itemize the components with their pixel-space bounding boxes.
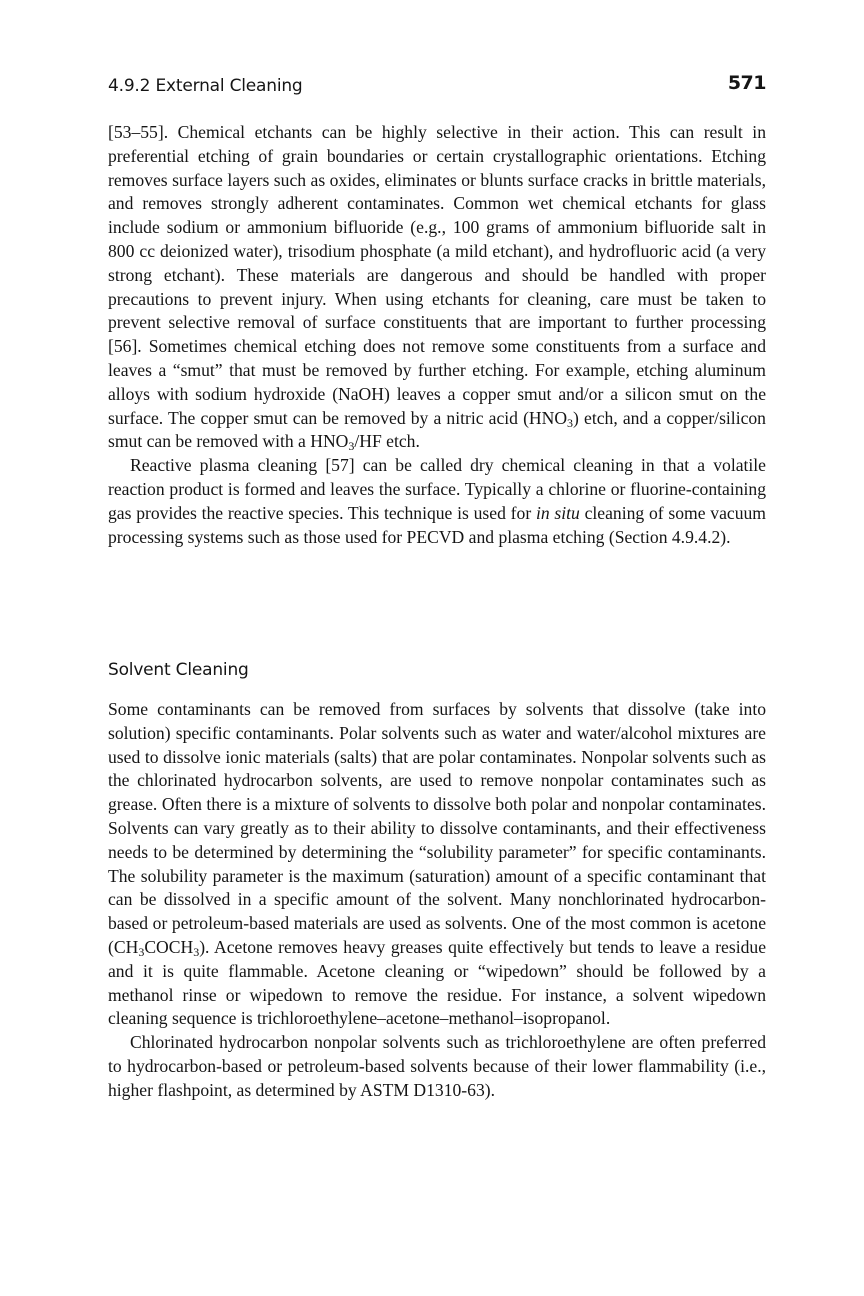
text-run: cleaning of some vacuum processing systems such as those used for PECVD and plasma etching (Section 4.9.4.2).	[108, 502, 766, 547]
text-run: Some contaminants can be removed from surfaces by solvents that dissolve (take into solution) specific contaminants. Polar solvents such as water and water/alcohol mixtures are used to dissolve ionic materials (salts) that are polar contaminates. Nonpolar solvents such as the chlorinated hydrocarbon solvents, are used to remove nonpolar contaminates such as grease. Often there is a mixture of solvents to dissolve both polar and nonpolar contaminates. Solvents can vary greatly as to their ability to dissolve contaminants, and their effectiveness needs to be determined by determining the “solubility parameter” for specific contaminants. The solubility parameter is the maximum (saturation) amount of a specific contaminant that can be dissolved in a specific amount of the solvent. Many nonchlorinated hydrocarbon-based or petroleum-based materials are used as solvents. One of the most common is acetone (CH	[108, 699, 766, 957]
text-run: COCH	[144, 936, 194, 957]
page-number: 571	[727, 72, 766, 94]
italic-term: in situ	[535, 502, 580, 523]
paragraph-chemical-etchants	[108, 121, 766, 454]
subscript: 3	[138, 944, 145, 959]
text-run: [53–55]. Chemical etchants can be highly selective in their action. This can result in preferential etching of grain boundaries or certain crystallographic orientations. Etching removes surface layers such as oxides, eliminates or blunts surface cracks in brittle materials, and removes strongly adherent contaminates. Common wet chemical etchants for glass include sodium or ammonium bifluoride (e.g., 100 grams of ammonium bifluoride salt in 800 cc deionized water), trisodium phosphate (a mild etchant), and hydrofluoric acid (a very strong etchant). These materials are dangerous and should be handled with proper precautions to prevent injury. When using etchants for cleaning, care must be taken to prevent selective removal of surface constituents that are important to further processing [56]. Sometimes chemical etching does not remove some constituents from a surface and leaves a “smut” that must be removed by further etching. For example, etching aluminum alloys with sodium hydroxide (NaOH) leaves a copper smut and/or a silicon smut on the surface. The copper smut can be removed by a nitric acid (HNO	[108, 122, 766, 428]
paragraph-chlorinated: Chlorinated hydrocarbon nonpolar solvents such as trichloroethylene are often preferred to hydrocarbon-based or petroleum-based solvents because of their lower flammability (i.e., higher flashpoint, as determined by ASTM D1310-63).	[108, 1032, 766, 1100]
subscript: 3	[567, 415, 574, 430]
subscript: 3	[193, 944, 200, 959]
section-title: 4.9.2 External Cleaning	[108, 76, 303, 96]
running-header	[108, 72, 766, 104]
text-run: /HF etch.	[354, 431, 420, 452]
text-run: ) etch, and a copper/silicon smut can be removed with a HNO	[108, 407, 766, 452]
section-solvent-text	[108, 698, 766, 1103]
section-etching-text	[108, 121, 766, 549]
text-run: ). Acetone removes heavy greases quite effectively but tends to leave a residue and it is quite flammable. Acetone cleaning or “wipedown” should be followed by a methanol rinse or wipedown to remove the residue. For instance, a solvent wipedown cleaning sequence is trichloroethylene–acetone–methanol–isopropanol.	[108, 936, 766, 1029]
paragraph-solvents	[108, 698, 766, 1031]
subheading-solvent-cleaning: Solvent Cleaning	[108, 660, 249, 680]
text-run: Reactive plasma cleaning [57] can be called dry chemical cleaning in that a volatile reaction product is formed and leaves the surface. Typically a chlorine or fluorine-containing gas provides the reactive species. This technique is used for	[108, 455, 766, 523]
paragraph-reactive-plasma	[108, 454, 766, 549]
subscript: 3	[348, 439, 355, 454]
